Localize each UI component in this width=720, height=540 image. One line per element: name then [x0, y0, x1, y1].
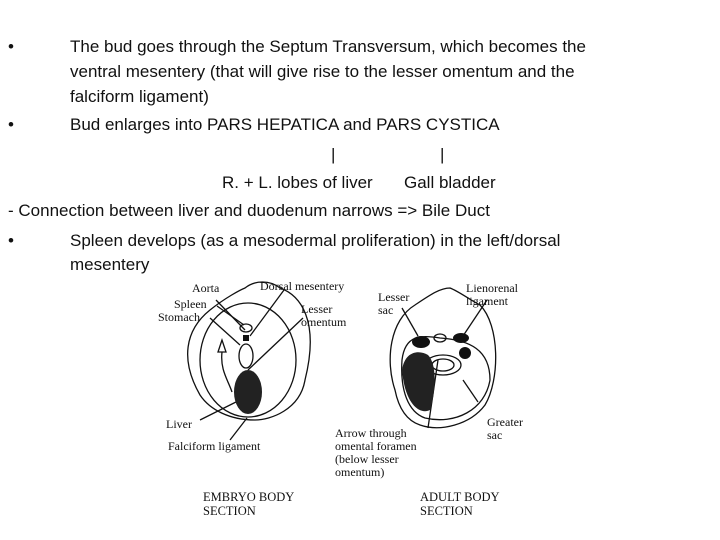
dash-line: - Connection between liver and duodenum narrows => Bile Duct	[8, 201, 490, 220]
label-falciform: Falciform ligament	[168, 439, 261, 453]
text-line: falciform ligament)	[70, 87, 209, 106]
label-spleen: Spleen	[174, 297, 207, 311]
label-line: ligament	[466, 294, 508, 308]
label-line: omental foramen	[335, 439, 417, 453]
caption-line: EMBRYO BODY	[203, 490, 295, 504]
caption-line: SECTION	[420, 504, 473, 518]
text-line: The bud goes through the Septum Transversum, which becomes the	[70, 37, 586, 56]
label-stomach: Stomach	[158, 310, 200, 324]
text-line: Bud enlarges into PARS HEPATICA and PARS CYSTICA	[70, 115, 500, 134]
text-line: mesentery	[70, 255, 150, 274]
label-line: Lesser	[378, 290, 410, 304]
bullet-icon: •	[8, 115, 14, 134]
label-greater-sac	[487, 416, 523, 442]
label-arrow-foramen	[335, 427, 417, 479]
label-line: Arrow through	[335, 426, 407, 440]
label-liver: Liver	[166, 417, 192, 431]
label-dorsal-mesentery: Dorsal mesentery	[260, 279, 345, 293]
caption-embryo	[203, 490, 294, 518]
label-lienorenal	[466, 282, 518, 308]
label-aorta: Aorta	[192, 281, 220, 295]
label-line: omentum)	[335, 465, 385, 479]
label-line: (below lesser	[335, 452, 399, 466]
label-line: sac	[378, 303, 394, 317]
caption-line: ADULT BODY	[420, 490, 500, 504]
branch-right: Gall bladder	[404, 173, 496, 192]
branch-bar: |	[331, 145, 336, 164]
label-lesser-sac	[378, 291, 409, 317]
caption-line: SECTION	[203, 504, 256, 518]
label-line: sac	[487, 428, 503, 442]
label-omentum: omentum	[301, 315, 347, 329]
label-lesser: Lesser	[301, 302, 333, 316]
bullet-icon: •	[8, 231, 14, 250]
text-line: ventral mesentery (that will give rise to the lesser omentum and the	[70, 62, 575, 81]
label-line: Lienorenal	[466, 281, 518, 295]
text-line: Spleen develops (as a mesodermal proliferation) in the left/dorsal	[70, 231, 561, 250]
label-line: Greater	[487, 415, 523, 429]
liver-shape	[234, 370, 262, 414]
branch-bar: |	[440, 145, 445, 164]
branch-left: R. + L. lobes of liver	[222, 173, 373, 192]
caption-adult	[420, 490, 500, 518]
bullet-icon: •	[8, 37, 14, 56]
